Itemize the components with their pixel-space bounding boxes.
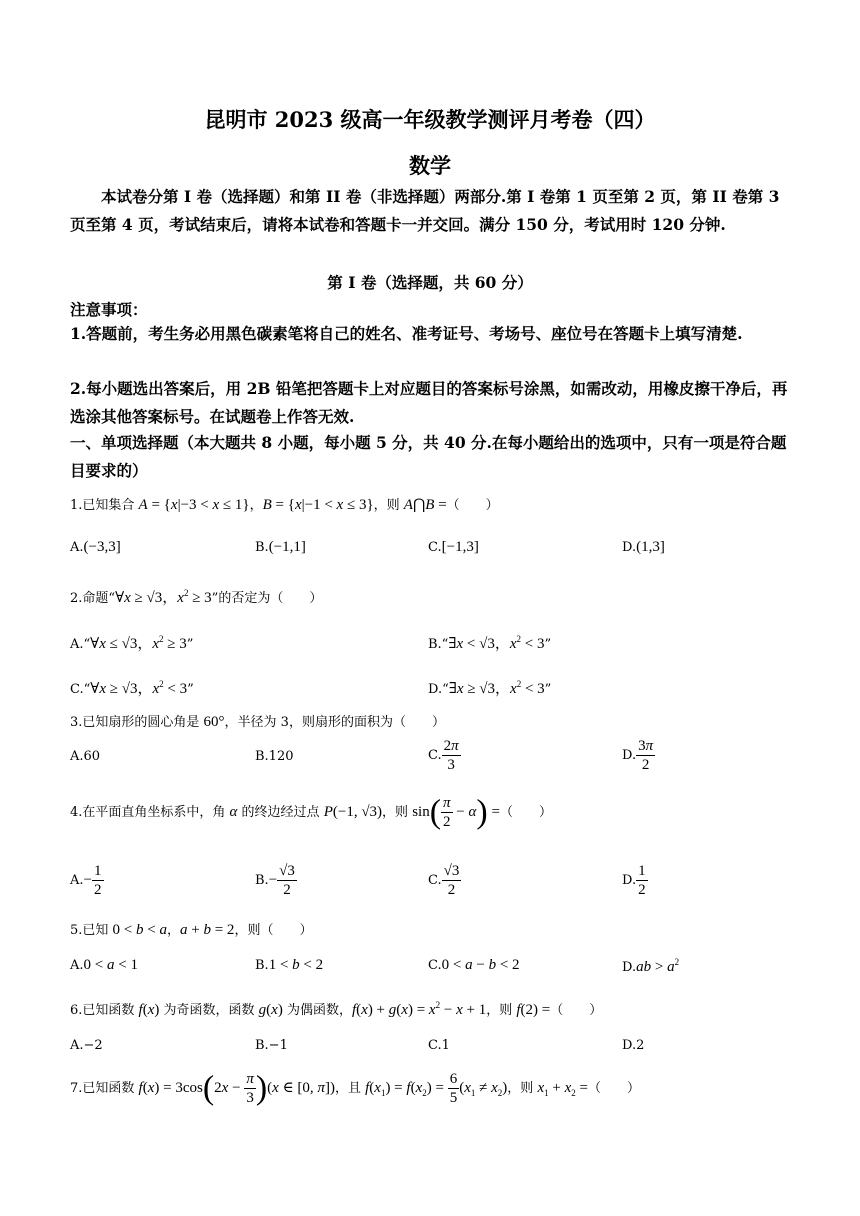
intro-paragraph: 本试卷分第 I 卷（选择题）和第 II 卷（非选择题）两部分.第 I 卷第 1 页至第 2 页，第 II 卷第 3 页至第 4 页，考试结束后，请将本试卷和答题卡一并交回。满分 150 分，考试用时 120 分钟. [70, 187, 780, 234]
q2-option-b: B.“∃x < √3，$x^2 < 3$” [428, 634, 552, 652]
q2-option-a: A.“∀x ≤ √3，$x^2 \ge 3$” [70, 634, 194, 652]
question-1: 1.已知集合 A = {x|−3 < x ≤ 1}，B = {x|−1 < x ≤ 3}，则 A⋂B =（ ） [70, 497, 499, 513]
question-4: 4.在平面直角坐标系中，角 α 的终边经过点 P(−1, √3)，则 sin( $\frac{\pi}{2}$ − α) =（ ） [70, 793, 552, 831]
q1-option-d: D.(1,3] [622, 539, 665, 555]
q1-option-c: C.[−1,3] [428, 539, 479, 555]
exam-title: 昆明市 2023 级高一年级教学测评月考卷（四） [204, 107, 656, 132]
question-6: 6.已知函数 f(x) 为奇函数，函数 g(x) 为偶函数，$f(x) + g(x) = x^2 - x + 1$，则 f(2) =（ ） [70, 1000, 603, 1018]
q5-option-c: C.0 < a − b < 2 [428, 957, 520, 973]
q6-option-c: C.1 [428, 1038, 450, 1053]
q1-set-b: B = {x|−1 < x ≤ 3} [262, 497, 374, 513]
q1-stem: 1.已知集合 [70, 498, 139, 513]
q6-option-b: B.−1 [255, 1038, 288, 1053]
part-heading: 一、单项选择题（本大题共 8 小题，每小题 5 分，共 40 分.在每小题给出的选项中，只有一项是符合题目要求的） [70, 433, 787, 480]
note-1: 1.答题前，考生务必用黑色碳素笔将自己的姓名、准考证号、考场号、座位号在答题卡上填写清楚. [70, 324, 743, 343]
question-7: 7.已知函数 f(x) = 3cos(2x − $\frac{\pi}{3}$ )(x ∈ [0, π])，且 $f(x_1) = f(x_2)$ = $\frac{6}{5}$ $(x_1 \ne x_2)$，则 $x_1 + x_2$ =（ ） [70, 1069, 640, 1107]
q4-option-d: D. $\frac{1}{2}$ [622, 863, 646, 898]
q4-option-b: B.− $\frac{√3}{2}$ [255, 863, 295, 898]
q6-option-d: D.2 [622, 1038, 645, 1053]
q1-option-b: B.(−1,1] [255, 539, 306, 555]
q4-option-c: C. $\frac{√3}{2}$ [428, 863, 460, 898]
question-2: 2.命题“∀x ≥ √3，$x^2 \ge 3$”的否定为（ ） [70, 588, 323, 606]
q3-option-a: A.60 [70, 749, 101, 764]
q5-option-a: A.0 < a < 1 [70, 957, 138, 973]
q5-option-d: $D.ab > a^2$ [622, 957, 680, 975]
section-title: 第 I 卷（选择题，共 60 分） [327, 273, 533, 292]
q3-option-b: B.120 [255, 749, 294, 764]
q5-option-b: B.1 < b < 2 [255, 957, 324, 973]
q2-option-c: C.“∀x ≥ √3，$x^2 < 3$” [70, 679, 194, 697]
q3-option-d: D. $\frac{3\pi}{2}$ [622, 738, 654, 773]
question-5: 5.已知 0 < b < a，a + b = 2，则（ ） [70, 922, 313, 938]
note-2: 2.每小题选出答案后，用 2B 铅笔把答题卡上对应题目的答案标号涂黑，如需改动，用橡皮擦干净后，再选涂其他答案标号。在试题卷上作答无效. [70, 379, 788, 426]
q1-set-a: A = {x|−3 < x ≤ 1} [138, 497, 250, 513]
q2-option-d: D.“∃x ≥ √3，$x^2 < 3$” [428, 679, 552, 697]
question-3: 3.已知扇形的圆心角是 60°，半径为 3，则扇形的面积为（ ） [70, 714, 445, 730]
q1-option-a: A.(−3,3] [70, 539, 121, 555]
q4-option-a: A.− $\frac{1}{2}$ [70, 863, 102, 898]
q6-option-a: A.−2 [70, 1038, 103, 1053]
subject-title: 数学 [409, 153, 451, 178]
notes-heading: 注意事项： [70, 300, 148, 319]
q3-option-c: C. $\frac{2\pi}{3}$ [428, 738, 459, 773]
